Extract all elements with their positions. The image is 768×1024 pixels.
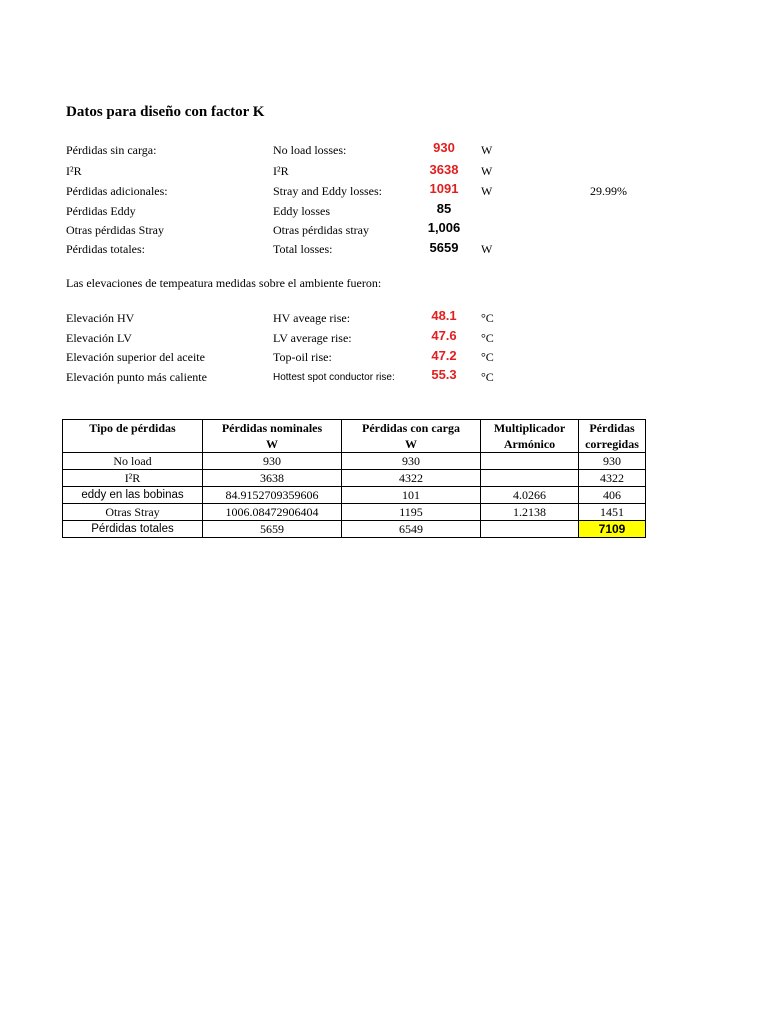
rise-label: Elevación LV bbox=[66, 331, 132, 345]
loss-label-en: No load losses: bbox=[273, 143, 347, 157]
rise-unit: °C bbox=[481, 350, 494, 364]
table-cell: 5659 bbox=[203, 521, 342, 538]
loss-value: 3638 bbox=[429, 162, 459, 177]
header-line: Tipo de pérdidas bbox=[89, 421, 176, 435]
page-title: Datos para diseño con factor K bbox=[66, 104, 265, 120]
loss-label: I²R bbox=[66, 164, 82, 178]
table-header-row bbox=[63, 420, 646, 453]
loss-label: Pérdidas totales: bbox=[66, 242, 145, 256]
loss-unit: W bbox=[481, 242, 493, 256]
loss-unit: W bbox=[481, 164, 493, 178]
table-cell: 3638 bbox=[203, 470, 342, 487]
table-cell: 1451 bbox=[579, 504, 646, 521]
rise-value: 47.6 bbox=[431, 328, 457, 343]
loss-unit: W bbox=[481, 143, 493, 157]
table-cell: eddy en las bobinas bbox=[63, 487, 203, 504]
rise-value: 48.1 bbox=[431, 308, 457, 323]
table-cell: 1.2138 bbox=[481, 504, 579, 521]
loss-label: Otras pérdidas Stray bbox=[66, 223, 164, 237]
table-row bbox=[63, 453, 646, 470]
losses-table bbox=[62, 419, 646, 538]
table-cell: 84.9152709359606 bbox=[203, 487, 342, 504]
loss-value: 930 bbox=[433, 140, 455, 155]
total-corrected-losses: 7109 bbox=[579, 521, 646, 538]
rise-note: Las elevaciones de tempeatura medidas sobre el ambiente fueron: bbox=[66, 276, 382, 290]
table-cell: 1006.08472906404 bbox=[203, 504, 342, 521]
header-line: Pérdidas con carga bbox=[362, 421, 460, 435]
loss-label: Pérdidas Eddy bbox=[66, 204, 136, 218]
rise-label: Elevación superior del aceite bbox=[66, 350, 205, 364]
table-cell bbox=[481, 470, 579, 487]
table-header bbox=[203, 420, 342, 453]
table-header bbox=[481, 420, 579, 453]
stray-eddy-percent: 29.99% bbox=[590, 184, 627, 198]
header-line: W bbox=[266, 437, 278, 451]
header-line: Pérdidas nominales bbox=[221, 421, 323, 435]
table-cell: 4322 bbox=[342, 470, 481, 487]
rise-unit: °C bbox=[481, 370, 494, 384]
table-cell: 6549 bbox=[342, 521, 481, 538]
loss-value: 1,006 bbox=[427, 220, 461, 235]
rise-label-en: LV average rise: bbox=[273, 331, 352, 345]
table-cell: 406 bbox=[579, 487, 646, 504]
table-cell: Otras Stray bbox=[63, 504, 203, 521]
header-line: Armónico bbox=[503, 437, 556, 451]
rise-label: Elevación HV bbox=[66, 311, 135, 325]
table-row bbox=[63, 487, 646, 504]
loss-label-en: Stray and Eddy losses: bbox=[273, 184, 382, 198]
table-cell: Pérdidas totales bbox=[63, 521, 203, 538]
rise-unit: °C bbox=[481, 311, 494, 325]
header-line: Pérdidas bbox=[589, 421, 635, 435]
rise-unit: °C bbox=[481, 331, 494, 345]
rise-label-en: Top-oil rise: bbox=[273, 350, 332, 364]
table-row bbox=[63, 521, 646, 538]
loss-label-en: Total losses: bbox=[273, 242, 333, 256]
loss-label-en: I²R bbox=[273, 164, 289, 178]
table-cell: 930 bbox=[203, 453, 342, 470]
table-header bbox=[342, 420, 481, 453]
loss-value: 1091 bbox=[429, 181, 459, 196]
rise-value: 47.2 bbox=[431, 348, 457, 363]
table-cell: 101 bbox=[342, 487, 481, 504]
loss-label: Pérdidas sin carga: bbox=[66, 143, 157, 157]
header-line: Multiplicador bbox=[493, 421, 566, 435]
rise-label: Elevación punto más caliente bbox=[66, 370, 207, 384]
table-cell: 930 bbox=[342, 453, 481, 470]
table-cell bbox=[481, 453, 579, 470]
loss-label: Pérdidas adicionales: bbox=[66, 184, 168, 198]
table-cell: I²R bbox=[63, 470, 203, 487]
table-row bbox=[63, 504, 646, 521]
table-cell bbox=[481, 521, 579, 538]
table-header bbox=[579, 420, 646, 453]
table-cell: 4.0266 bbox=[481, 487, 579, 504]
loss-value: 85 bbox=[436, 201, 452, 216]
table-cell: No load bbox=[63, 453, 203, 470]
table-cell: 4322 bbox=[579, 470, 646, 487]
loss-value: 5659 bbox=[429, 240, 459, 255]
header-line: corregidas bbox=[585, 437, 639, 451]
table-cell: 930 bbox=[579, 453, 646, 470]
loss-label-en: Otras pérdidas stray bbox=[273, 223, 369, 237]
rise-value: 55.3 bbox=[431, 367, 457, 382]
table-cell: 1195 bbox=[342, 504, 481, 521]
loss-label-en: Eddy losses bbox=[273, 204, 330, 218]
table-row bbox=[63, 470, 646, 487]
header-line: W bbox=[405, 437, 417, 451]
rise-label-en: HV aveage rise: bbox=[273, 311, 351, 325]
rise-label-en: Hottest spot conductor rise: bbox=[273, 372, 395, 383]
loss-unit: W bbox=[481, 184, 493, 198]
table-header bbox=[63, 420, 203, 453]
